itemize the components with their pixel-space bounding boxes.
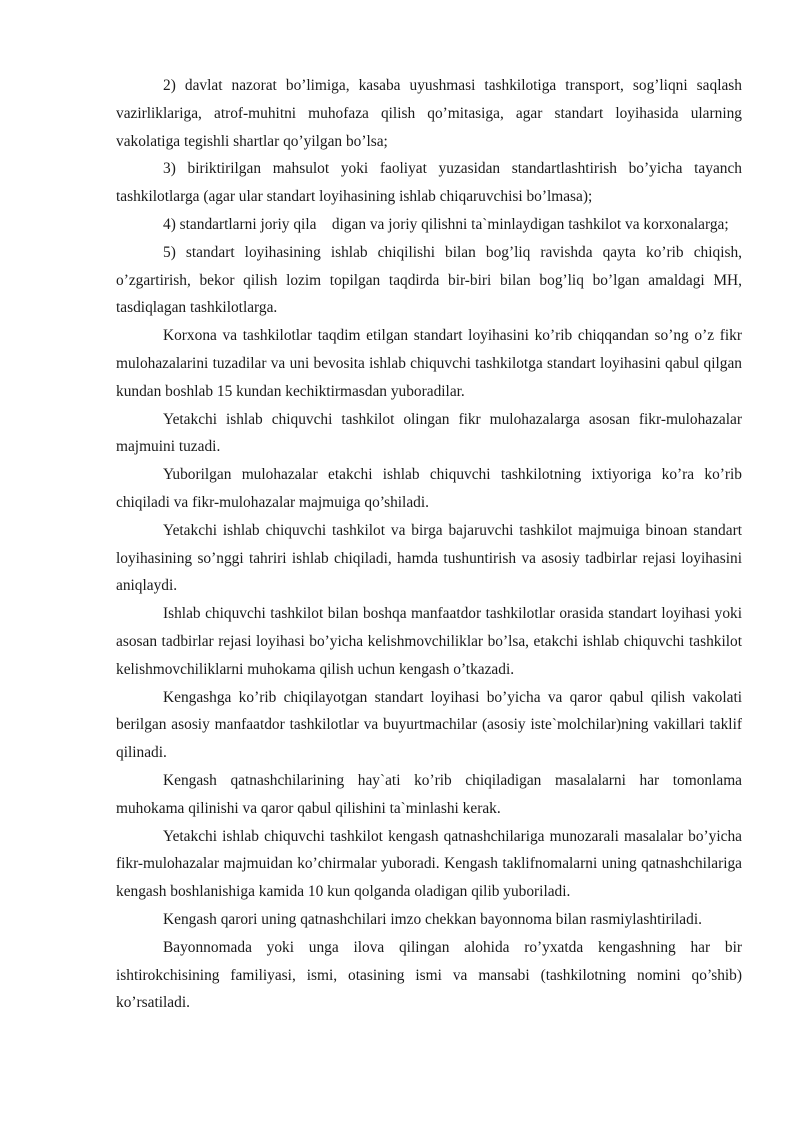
paragraph-council-decision: Kengash qarori uning qatnashchilari imzo chekkan bayonnoma bilan rasmiylashtiriladi. [163,910,702,928]
paragraph-council-composition: Kengash qatnashchilarining hay`ati ko’rib chiqiladigan masalalarni har tomonlama muhokama qilinishi va qaror qabul qilishini ta`minlashi kerak. [116,771,742,817]
paragraph-review-comments: Korxona va tashkilotlar taqdim etilgan standart loyihasini ko’rib chiqqandan so’ng o’z fikr mulohazalarini tuzadilar va uni bevosita ishlab chiquvchi tashkilotga standart loyihasini qabul qilgan kundan boshlab 15 kundan kechiktirmasdan yuboradilar. [116,327,742,400]
paragraph-item-2: 2) davlat nazorat bo’limiga, kasaba uyushmasi tashkilotiga transport, sog’liqni saqlash vazirliklariga, atrof-muhitni muhofaza qilish qo’mitasiga, agar standart loyihasida ularning vakolatiga tegishli shartlar qo’yilgan bo’lsa; [116,77,742,150]
paragraph-disagreements: Ishlab chiquvchi tashkilot bilan boshqa manfaatdor tashkilotlar orasida standart loyihasi yoki asosan tadbirlar rejasi loyihasi bo’yicha kelishmovchiliklar bo’lsa, etakchi ishlab chiquvchi tashkilot kelishmovchiliklarni muhokama qilish uchun kengash o’tkazadi. [116,605,742,678]
paragraph-council-invitations: Yetakchi ishlab chiquvchi tashkilot kengash qatnashchilariga munozarali masalalar bo’yicha fikr-mulohazalar majmuidan ko’chirmalar yuboradi. Kengash taklifnomalarni uning qatnashchilariga kengash boshlanishiga kamida 10 kun qolganda oladigan qilib yuboriladi. [116,827,742,901]
paragraph-item-4: 4) standartlarni joriy qila digan va joriy qilishni ta`minlaydigan tashkilot va korxonalarga; [163,215,729,233]
paragraph-summary-compilation: Yetakchi ishlab chiquvchi tashkilot olingan fikr mulohazalarga asosan fikr-mulohazalar majmuini tuzadi. [116,410,742,456]
paragraph-final-draft: Yetakchi ishlab chiquvchi tashkilot va birga bajaruvchi tashkilot majmuiga binoan standart loyihasining so’nggi tahriri ishlab chiqiladi, hamda tushuntirish va asosiy tadbirlar rejasi loyihasini aniqlaydi. [116,521,742,595]
paragraph-item-3: 3) biriktirilgan mahsulot yoki faoliyat yuzasidan standartlashtirish bo’yicha tayanch tashkilotlarga (agar ular standart loyihasining ishlab chiqaruvchisi bo’lmasa); [116,160,742,206]
paragraph-council-invitees: Kengashga ko’rib chiqilayotgan standart loyihasi bo’yicha va qaror qabul qilish vakolati berilgan asosiy manfaatdor tashkilotlar va buyurtmachilar (asosiy iste`molchilar)ning vakillari taklif qilinadi. [116,688,742,762]
paragraph-item-5: 5) standart loyihasining ishlab chiqilishi bilan bog’liq ravishda qayta ko’rib chiqish, o’zgartirish, bekor qilish lozim topilgan taqdirda bir-biri bilan bog’liq bo’lgan amaldagi MH, tasdiqlagan tashkilotlarga. [116,243,742,317]
paragraph-minutes-participants: Bayonnomada yoki unga ilova qilingan alohida ro’yxatda kengashning har bir ishtirokchisining familiyasi, ismi, otasining ismi va mansabi (tashkilotning nomini qo’shib) ko’rsatiladi. [116,938,742,1012]
document-page [116,72,742,1017]
paragraph-sent-comments: Yuborilgan mulohazalar etakchi ishlab chiquvchi tashkilotning ixtiyoriga ko’ra ko’rib chiqiladi va fikr-mulohazalar majmuiga qo’shiladi. [116,466,742,511]
